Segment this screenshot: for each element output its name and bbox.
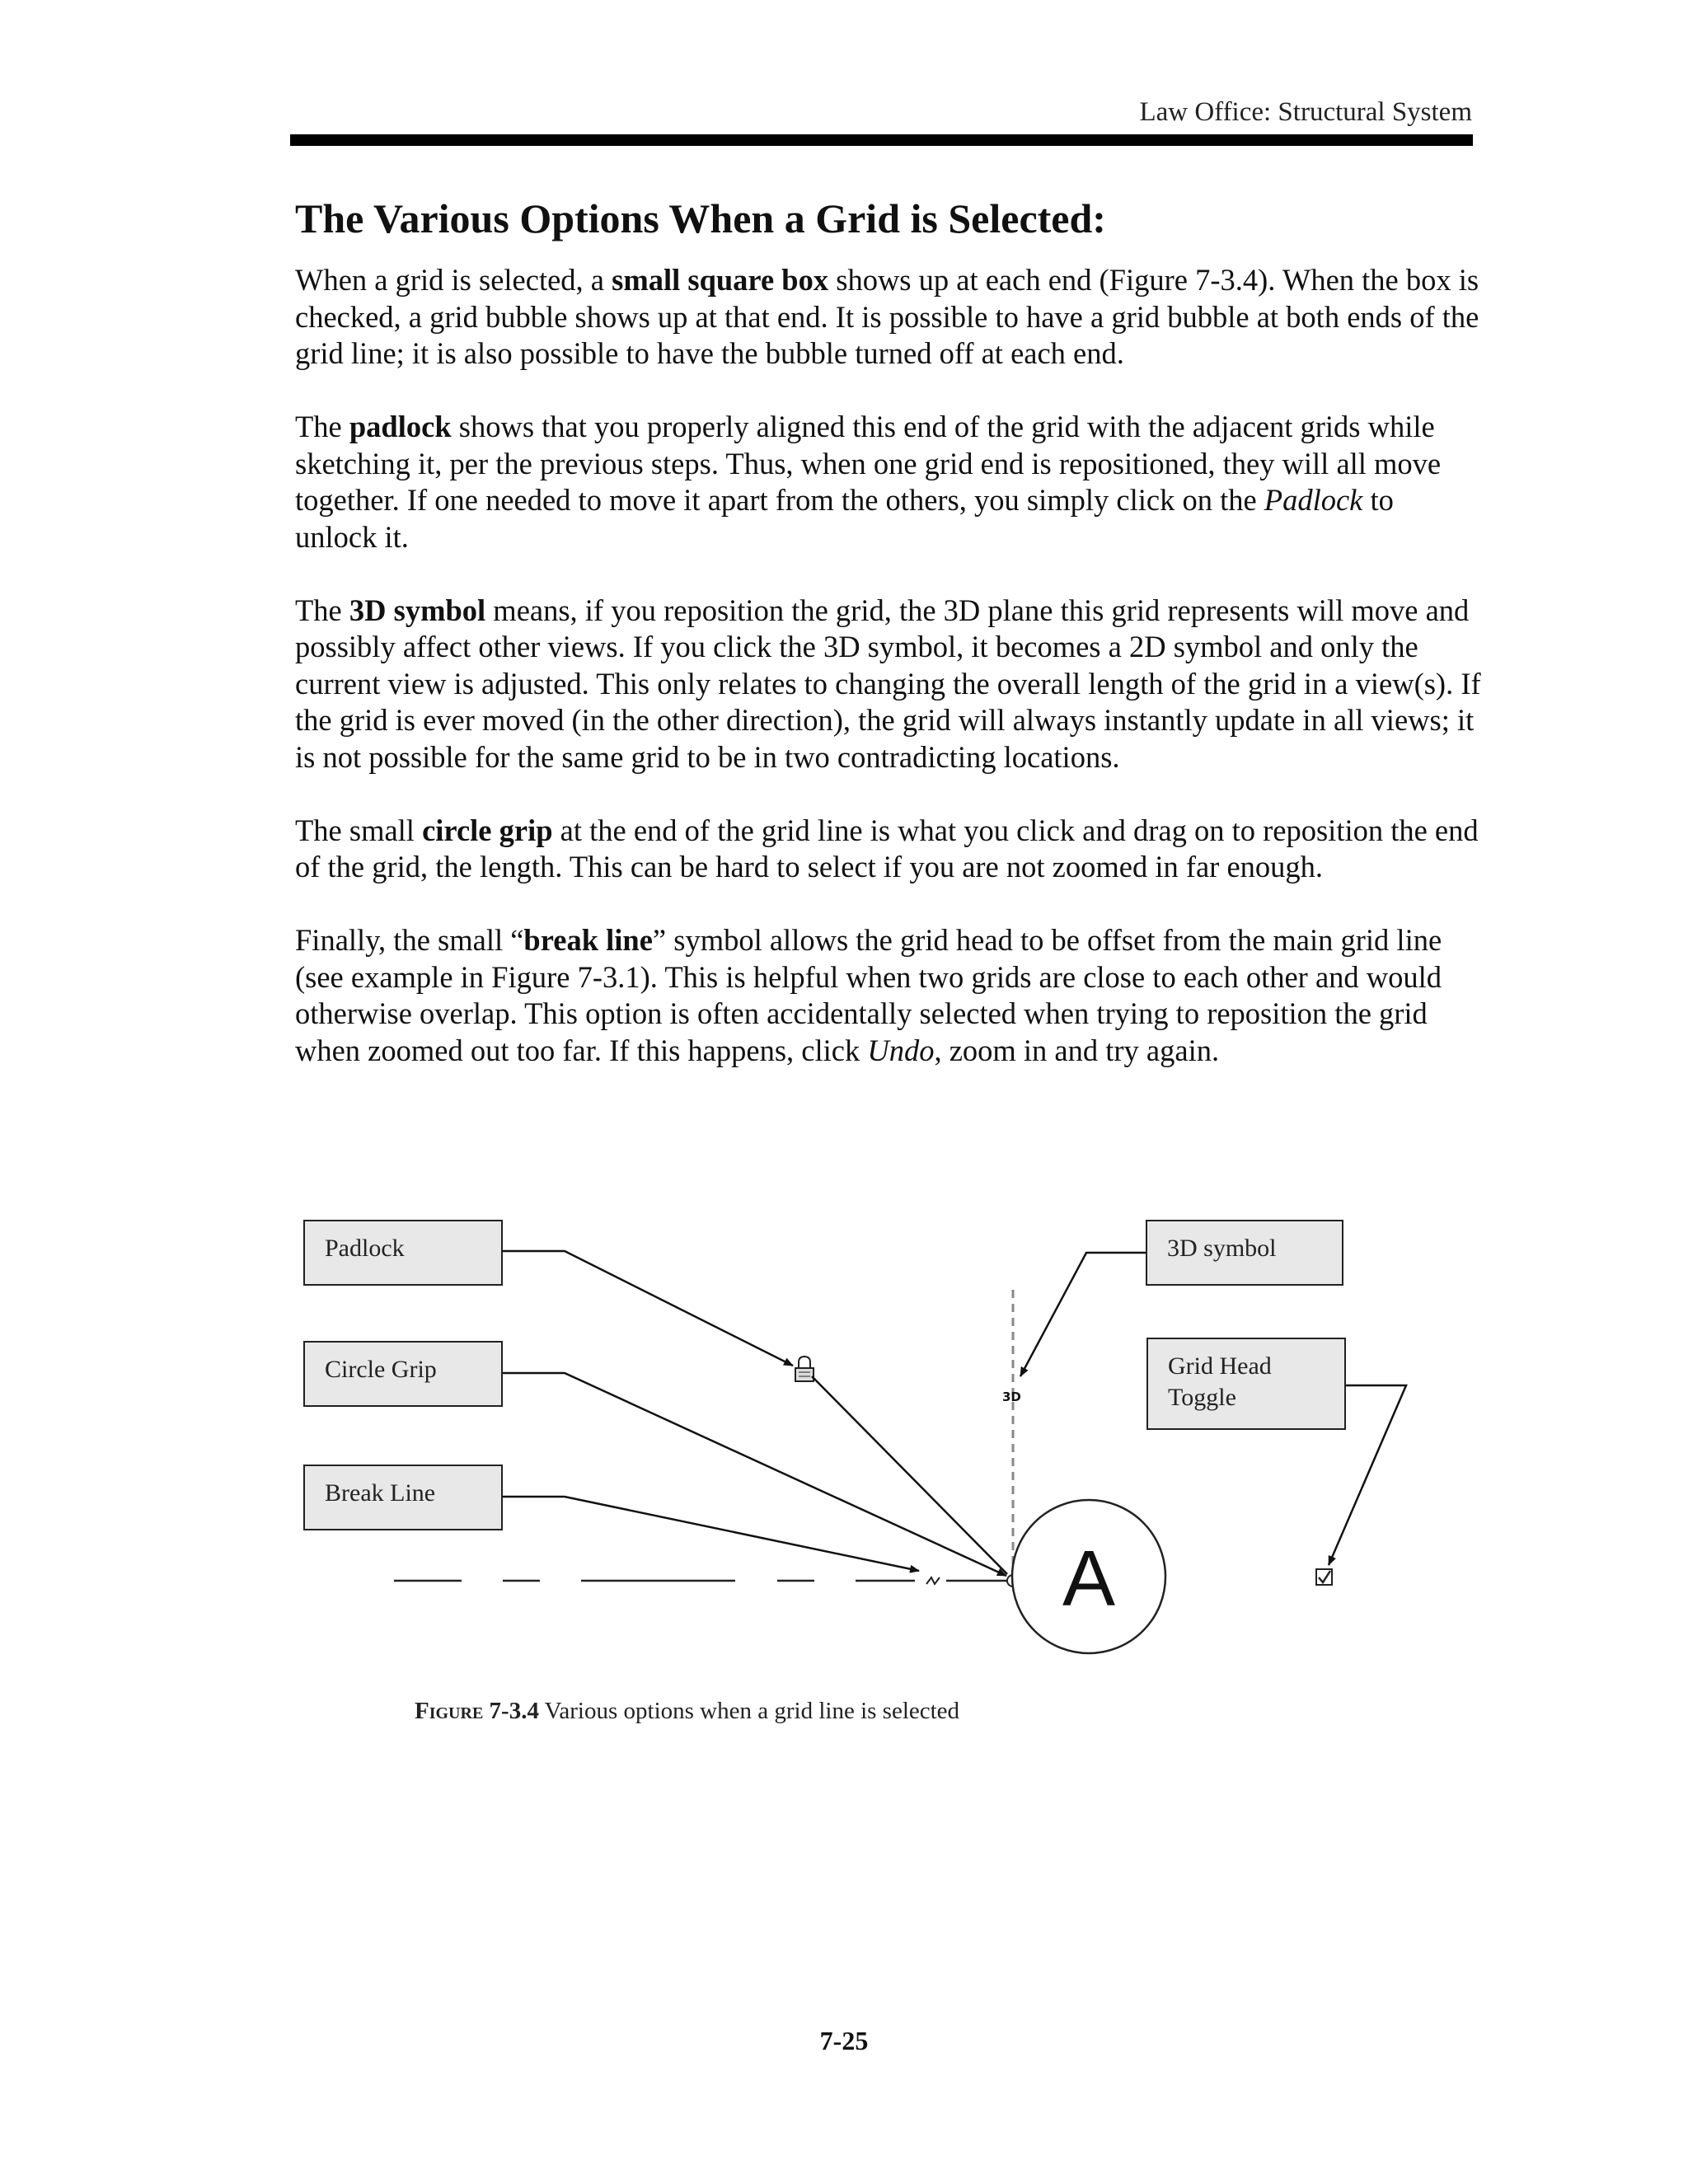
symbol-3d-icon: 3D — [1002, 1390, 1021, 1404]
section-title: The Various Options When a Grid is Selected: — [295, 195, 1106, 241]
leader-3d-symbol — [1020, 1253, 1146, 1376]
term-3d-symbol: 3D symbol — [349, 593, 486, 627]
padlock-icon — [795, 1357, 814, 1381]
term-padlock-italic: Padlock — [1264, 483, 1363, 517]
paragraph-break-line: Finally, the small “break line” symbol allows the grid head to be offset from the main grid line (see example in Figure 7-3.1). This is helpful when two grids are close to each other and would otherwise overlap. This option is often accidentally selected when trying to reposition the grid when zoomed out too far. If this happens, click Undo, zoom in and try again. — [295, 923, 1442, 1067]
paragraph-small-square-box: When a grid is selected, a small square box shows up at each end (Figure 7-3.4). When the box is checked, a grid bubble shows up at that end. It is possible to have a grid bubble at both ends of the grid line; it is also possible to have the bubble turned off at each end. — [295, 263, 1479, 370]
paragraph-padlock: The padlock shows that you properly aligned this end of the grid with the adjacent grids while sketching it, per the previous steps. Thus, when one grid end is repositioned, they will all move together. If one needed to move it apart from the others, you simply click on the Padlock to unlock it. — [295, 410, 1442, 554]
paragraph-3d-symbol: The 3D symbol means, if you reposition the grid, the 3D plane this grid represents will move and possibly affect other views. If you click the 3D symbol, it becomes a 2D symbol and only the current view is adjusted. This only relates to changing the overall length of the grid in a view(s). If the grid is ever moved (in the other direction), the grid will always instantly update in all views; it is not possible for the same grid to be in two contradicting locations. — [295, 593, 1481, 774]
grid-bubble-label: A — [1062, 1535, 1116, 1623]
grid-head-toggle-icon — [1316, 1569, 1332, 1585]
leader-padlock — [503, 1251, 793, 1366]
callout-3d-symbol: 3D symbol — [1146, 1220, 1343, 1286]
running-header: Law Office: Structural System — [1139, 97, 1472, 127]
term-undo: Undo — [867, 1033, 935, 1067]
figure-caption-label: Figure 7-3.4 — [415, 1698, 539, 1724]
figure-caption-text: Various options when a grid line is selected — [538, 1698, 960, 1724]
callout-circle-grip: Circle Grip — [303, 1341, 503, 1407]
page-number: 7-25 — [819, 2026, 869, 2055]
term-small-square-box: small square box — [612, 263, 829, 297]
term-padlock: padlock — [349, 410, 452, 443]
paragraph-circle-grip: The small circle grip at the end of the grid line is what you click and drag on to reposition the end of the grid, the length. This can be hard to select if you are not zoomed in far enough. — [295, 813, 1479, 883]
leader-circle-grip — [503, 1373, 1006, 1576]
leader-padlock-to-grip — [812, 1376, 1007, 1574]
break-line-icon — [926, 1577, 940, 1584]
callout-break-line: Break Line — [303, 1465, 503, 1530]
callout-padlock: Padlock — [303, 1220, 503, 1286]
callout-grid-head-toggle: Grid Head Toggle — [1146, 1338, 1346, 1430]
term-break-line: break line — [523, 923, 653, 957]
term-circle-grip: circle grip — [422, 813, 553, 847]
figure-caption — [415, 1698, 959, 1725]
